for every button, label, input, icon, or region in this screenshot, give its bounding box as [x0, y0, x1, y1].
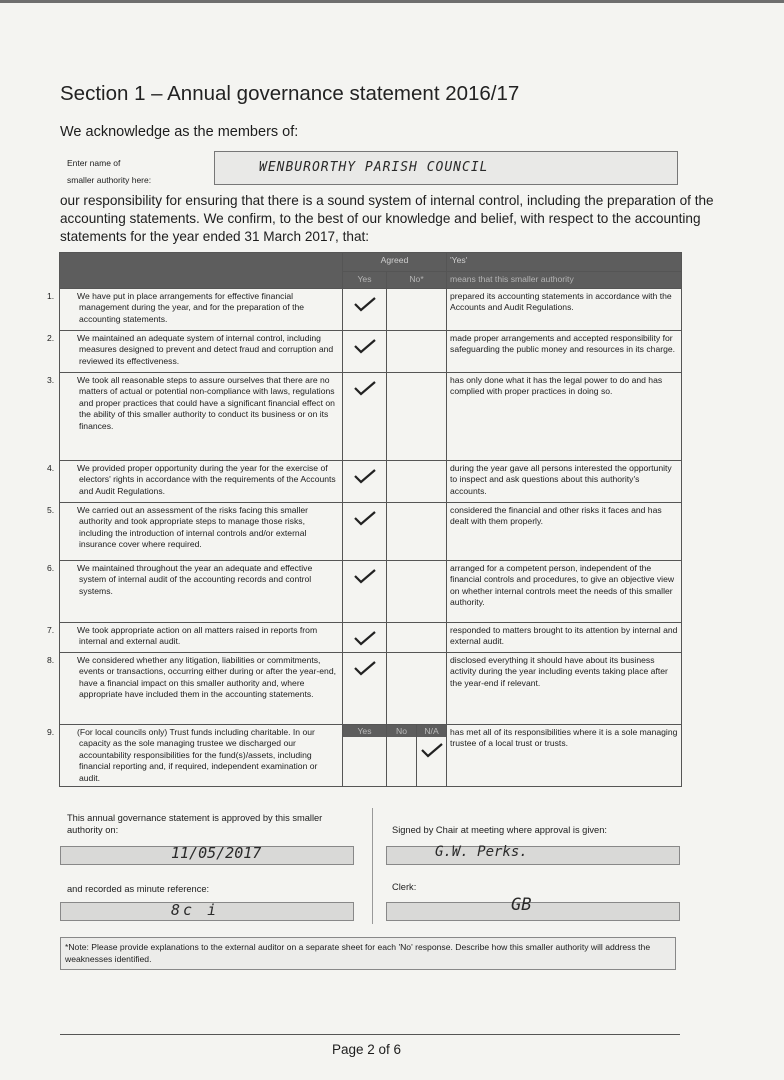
- authority-name-value: WENBURORTHY PARISH COUNCIL: [259, 160, 489, 175]
- page-number: Page 2 of 6: [332, 1042, 402, 1057]
- row-number: 5.: [47, 505, 55, 515]
- name-label-line2: smaller authority here:: [67, 175, 152, 185]
- clerk-signature-field[interactable]: [386, 895, 680, 921]
- authority-name-field[interactable]: [214, 151, 678, 185]
- divider: [372, 808, 373, 924]
- checkmark-icon: [352, 509, 378, 527]
- yes-cell[interactable]: [343, 561, 387, 623]
- row9-yes-label: Yes: [343, 725, 386, 737]
- yes-means-header: 'Yes': [447, 253, 682, 272]
- row-number: 1.: [47, 291, 55, 301]
- agreed-header: Agreed: [343, 253, 447, 272]
- checkmark-icon: [352, 467, 378, 485]
- table-row-2: [60, 331, 682, 373]
- table-row-8: [60, 653, 682, 725]
- meaning-cell: has met all of its responsibilities where it is a sole managing trustee of a local trust or trusts.: [447, 725, 682, 787]
- meaning-cell: made proper arrangements and accepted responsibility for safeguarding the public money and resources in its charge.: [447, 331, 682, 373]
- row-number: 6.: [47, 563, 55, 573]
- authority-name-label: [67, 155, 151, 189]
- checkmark-icon: [352, 295, 378, 313]
- yes-cell[interactable]: [343, 653, 387, 725]
- statement-text: We considered whether any litigation, liabilities or commitments, events or transactions, occurring either during or after the year-end, have a financial impact on this smaller authority and, where appropriate have included them in the accounting statements.: [77, 655, 336, 700]
- row-number: 4.: [47, 463, 55, 473]
- statement-cell: [47, 561, 343, 623]
- clerk-label: Clerk:: [392, 882, 417, 892]
- checkmark-icon: [352, 379, 378, 397]
- checkmark-icon: [352, 629, 378, 647]
- no-cell[interactable]: [387, 289, 447, 331]
- no-column-header: No*: [387, 272, 447, 289]
- checkmark-icon: [352, 337, 378, 355]
- meaning-cell: considered the financial and other risks it faces and has dealt with them properly.: [447, 503, 682, 561]
- table-row-5: [60, 503, 682, 561]
- checkmark-icon: [352, 567, 378, 585]
- signed-by-chair-label: Signed by Chair at meeting where approval is given:: [392, 825, 607, 835]
- yes-column-header: Yes: [343, 272, 387, 289]
- clerk-signature: GB: [511, 895, 532, 915]
- statement-cell: [47, 623, 343, 653]
- row9-na-label: N/A: [417, 725, 446, 737]
- statement-cell: [47, 331, 343, 373]
- table-row-4: [60, 461, 682, 503]
- approval-text: This annual governance statement is approved by this smaller authority on:: [67, 813, 323, 835]
- row-number: 9.: [47, 727, 55, 737]
- footer-line: [60, 1034, 680, 1035]
- row9-no-cell[interactable]: [387, 725, 417, 787]
- statement-text: We took appropriate action on all matters raised in reports from internal and external audit.: [77, 625, 318, 647]
- yes-cell[interactable]: [343, 623, 387, 653]
- minute-reference-label: and recorded as minute reference:: [67, 884, 210, 894]
- statement-cell: [47, 461, 343, 503]
- page-title: Section 1 – Annual governance statement 2016/17: [60, 82, 520, 105]
- row9-no-label: No: [387, 725, 416, 737]
- acknowledge-text: We acknowledge as the members of:: [60, 124, 299, 140]
- yes-cell[interactable]: [343, 461, 387, 503]
- meaning-cell: has only done what it has the legal power to do and has complied with proper practices in doing so.: [447, 373, 682, 461]
- yes-cell[interactable]: [343, 331, 387, 373]
- row9-na-cell[interactable]: [417, 725, 447, 787]
- statement-cell: [47, 373, 343, 461]
- yes-cell[interactable]: [343, 373, 387, 461]
- yes-cell[interactable]: [343, 289, 387, 331]
- statement-header: [60, 253, 343, 289]
- statement-cell: [47, 725, 343, 787]
- no-cell[interactable]: [387, 503, 447, 561]
- table-row-1: [60, 289, 682, 331]
- checkmark-icon: [419, 741, 445, 759]
- minute-reference-value: 8c i: [171, 901, 220, 919]
- meaning-cell: arranged for a competent person, independent of the financial controls and procedures, to give an objective view on whether internal controls meet the needs of this smaller authority.: [447, 561, 682, 623]
- table-row-6: [60, 561, 682, 623]
- meaning-cell: responded to matters brought to its attention by internal and external audit.: [447, 623, 682, 653]
- name-label-line1: Enter name of: [67, 158, 121, 168]
- statement-cell: [47, 503, 343, 561]
- row-number: 3.: [47, 375, 55, 385]
- note-box: *Note: Please provide explanations to the external auditor on a separate sheet for each 'No' response. Describe how this smaller authority will address the weaknesses identified.: [60, 937, 676, 970]
- table-row-7: [60, 623, 682, 653]
- intro-paragraph: our responsibility for ensuring that there is a sound system of internal control, including the preparation of the accounting statements. We confirm, to the best of our knowledge and belief, with respect to the accounting statements for the year ended 31 March 2017, that:: [60, 193, 714, 244]
- chair-signature-field[interactable]: [386, 846, 680, 865]
- statement-text: We carried out an assessment of the risks facing this smaller authority and took appropriate steps to manage those risks, including the introduction of internal controls and/or external insurance cover where required.: [77, 505, 309, 550]
- meaning-cell: disclosed everything it should have about its business activity during the year including events taking place after the year-end if relevant.: [447, 653, 682, 725]
- statement-text: We maintained an adequate system of internal control, including measures designed to prevent and detect fraud and corruption and reviewed its effectiveness.: [77, 333, 334, 366]
- checkmark-icon: [352, 659, 378, 677]
- meaning-cell: during the year gave all persons interested the opportunity to inspect and ask questions about this authority's accounts.: [447, 461, 682, 503]
- no-cell[interactable]: [387, 653, 447, 725]
- no-cell[interactable]: [387, 331, 447, 373]
- row-number: 8.: [47, 655, 55, 665]
- no-cell[interactable]: [387, 373, 447, 461]
- table-row-3: [60, 373, 682, 461]
- yes-cell[interactable]: [343, 503, 387, 561]
- row-number: 2.: [47, 333, 55, 343]
- approval-date-field[interactable]: [60, 846, 354, 865]
- statement-text: (For local councils only) Trust funds including charitable. In our capacity as the sole managing trustee we discharged our accountability responsibilities for the fund(s)/assets, including financial reporting and, if required, independent examination or audit.: [77, 727, 318, 783]
- statement-text: We have put in place arrangements for effective financial management during the year, and for the preparation of the accounting statements.: [77, 291, 305, 324]
- meaning-cell: prepared its accounting statements in accordance with the Accounts and Audit Regulations.: [447, 289, 682, 331]
- approval-date-value: 11/05/2017: [171, 844, 262, 862]
- chair-signature: G.W. Perks.: [435, 844, 528, 860]
- no-cell[interactable]: [387, 561, 447, 623]
- no-cell[interactable]: [387, 623, 447, 653]
- yes-means-subheader: means that this smaller authority: [447, 272, 682, 289]
- no-cell[interactable]: [387, 461, 447, 503]
- statement-text: We provided proper opportunity during the year for the exercise of electors' rights in accordance with the requirements of the Accounts and Audit Regulations.: [77, 463, 336, 496]
- row-number: 7.: [47, 625, 55, 635]
- statement-cell: [47, 289, 343, 331]
- statement-text: We took all reasonable steps to assure ourselves that there are no matters of actual or potential non-compliance with laws, regulations and proper practices that could have a significant financial effect on the ability of this smaller authority to conduct its business or on its finances.: [77, 375, 335, 431]
- top-edge-line: [0, 0, 784, 3]
- governance-table: [47, 252, 682, 787]
- statement-text: We maintained throughout the year an adequate and effective system of internal audit of the accounting records and control systems.: [77, 563, 313, 596]
- row9-yes-cell[interactable]: [343, 725, 387, 787]
- statement-cell: [47, 653, 343, 725]
- minute-reference-field[interactable]: [60, 902, 354, 921]
- table-row-9: [60, 725, 682, 787]
